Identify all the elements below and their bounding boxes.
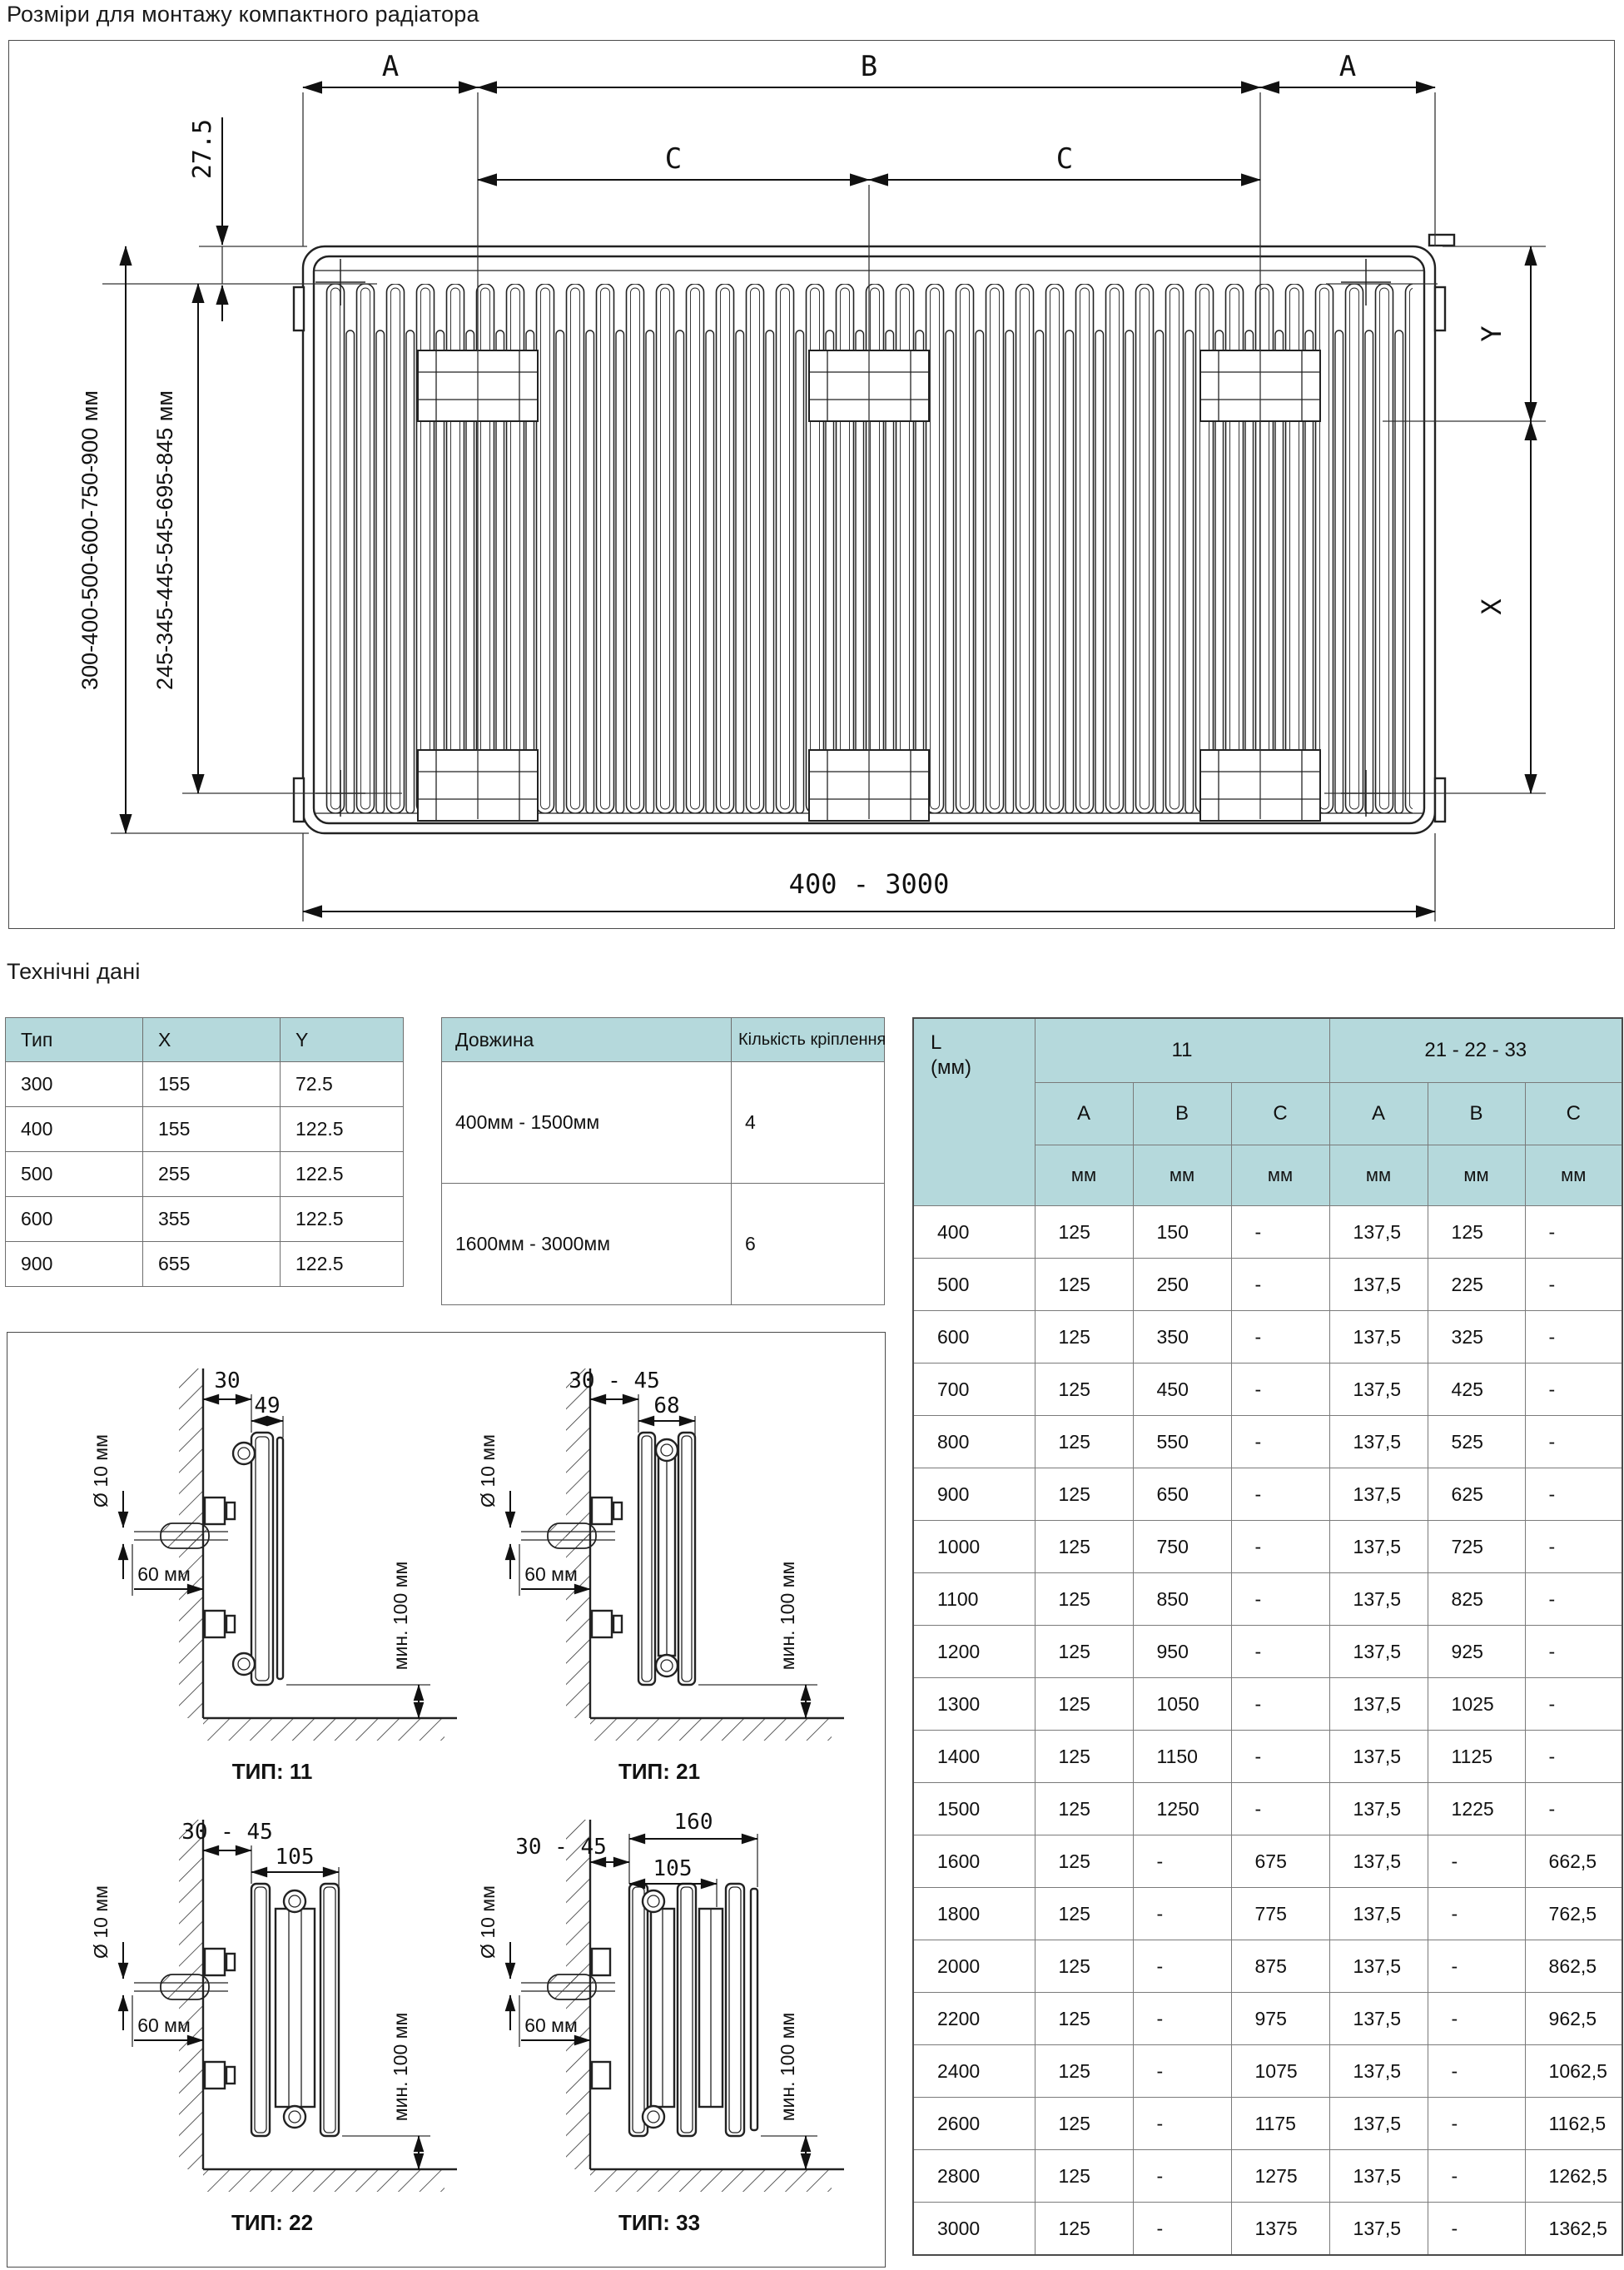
cell: - <box>1231 1363 1329 1416</box>
cell: 137,5 <box>1329 1521 1428 1573</box>
cell: 1200 <box>913 1626 1035 1678</box>
radiator-section <box>629 1884 757 2136</box>
dim-hole-offset: 60 мм <box>524 2014 578 2036</box>
cell: 700 <box>913 1363 1035 1416</box>
cell: - <box>1525 1573 1622 1626</box>
cell: - <box>1231 1521 1329 1573</box>
col-header-l <box>913 1018 1035 1206</box>
cell: - <box>1428 2203 1525 2256</box>
cell: 125 <box>1035 2045 1133 2098</box>
cell: 2800 <box>913 2150 1035 2203</box>
cell: 125 <box>1035 1940 1133 1993</box>
cell: 4 <box>732 1062 885 1184</box>
cell: - <box>1428 1888 1525 1940</box>
table-row <box>913 1940 1622 1993</box>
table-row <box>913 1521 1622 1573</box>
cell: 3000 <box>913 2203 1035 2256</box>
cell: - <box>1428 2150 1525 2203</box>
cell: - <box>1525 1783 1622 1835</box>
col-header-y: Y <box>281 1018 404 1062</box>
floor <box>203 1718 457 1741</box>
cell: 122.5 <box>281 1242 404 1287</box>
cell: 600 <box>913 1311 1035 1363</box>
dim-floor-clearance: мин. 100 мм <box>390 1561 411 1671</box>
cell: 675 <box>1231 1835 1329 1888</box>
dim-label-a-right: A <box>1338 50 1357 83</box>
dim-label-height-range: 300-400-500-600-750-900 мм <box>77 390 102 690</box>
table-row <box>913 2098 1622 2150</box>
cell: - <box>1525 1311 1622 1363</box>
unit-cell: мм <box>1329 1145 1428 1206</box>
dim-label-c-right: C <box>1055 142 1074 176</box>
cell: 600 <box>6 1197 143 1242</box>
cell: 1100 <box>913 1573 1035 1626</box>
table-row <box>913 1783 1622 1835</box>
cell: - <box>1133 2098 1231 2150</box>
dim-hole-diameter: Ø 10 мм <box>477 1434 499 1508</box>
dim-hole-offset: 60 мм <box>524 1563 578 1585</box>
type-caption: ТИП: 33 <box>618 2210 701 2235</box>
table-row <box>913 2203 1622 2256</box>
dim-depth: 49 <box>254 1393 281 1418</box>
cell: 137,5 <box>1329 1363 1428 1416</box>
cell: 137,5 <box>1329 2045 1428 2098</box>
cell: 975 <box>1231 1993 1329 2045</box>
cell: - <box>1231 1416 1329 1468</box>
header-row <box>442 1018 885 1062</box>
table-row <box>913 1573 1622 1626</box>
cell: 125 <box>1035 1521 1133 1573</box>
dim-floor-clearance: мин. 100 мм <box>777 2012 798 2122</box>
cell: 125 <box>1035 1678 1133 1731</box>
cell: 655 <box>143 1242 281 1287</box>
header-row-groups <box>913 1018 1622 1083</box>
cell: - <box>1525 1206 1622 1259</box>
dim-floor-clearance: мин. 100 мм <box>777 1561 798 1671</box>
cell: 125 <box>1035 1206 1133 1259</box>
dim-label-b: B <box>860 50 878 83</box>
cell: 137,5 <box>1329 1940 1428 1993</box>
sub-header-a2: A <box>1329 1083 1428 1145</box>
cell: 1225 <box>1428 1783 1525 1835</box>
cell: 137,5 <box>1329 1835 1428 1888</box>
cell: 137,5 <box>1329 1678 1428 1731</box>
dim-depth: 160 <box>673 1810 713 1835</box>
cell: 1600мм - 3000мм <box>442 1184 732 1305</box>
cell: 255 <box>143 1152 281 1197</box>
cell: 155 <box>143 1062 281 1107</box>
cell: 1400 <box>913 1731 1035 1783</box>
cell: 125 <box>1035 1573 1133 1626</box>
cell: - <box>1231 1468 1329 1521</box>
dim-depth: 105 <box>275 1845 315 1870</box>
dim-label-hole-span: 245-345-445-545-695-845 мм <box>152 390 177 690</box>
cell: 1075 <box>1231 2045 1329 2098</box>
sub-header-a1: A <box>1035 1083 1133 1145</box>
cell: 137,5 <box>1329 1626 1428 1678</box>
cell: 325 <box>1428 1311 1525 1363</box>
dim-label-length-range: 400 - 3000 <box>788 868 950 900</box>
cell: 725 <box>1428 1521 1525 1573</box>
mounting-diagram-type-33 <box>444 1791 873 2244</box>
cell: - <box>1231 1731 1329 1783</box>
l-label: L <box>931 1031 942 1054</box>
dim-label-y: Y <box>1476 325 1507 342</box>
cell: 1300 <box>913 1678 1035 1731</box>
cell: - <box>1133 2203 1231 2256</box>
wall-bracket <box>592 1949 610 2089</box>
cell: 825 <box>1428 1573 1525 1626</box>
table-row <box>913 1888 1622 1940</box>
type-caption: ТИП: 21 <box>618 1759 701 1784</box>
cell: 450 <box>1133 1363 1231 1416</box>
cell: 125 <box>1035 1416 1133 1468</box>
radiator-section <box>233 1433 283 1685</box>
cell: 122.5 <box>281 1152 404 1197</box>
mounting-diagram-type-22 <box>57 1791 486 2244</box>
cell: 125 <box>1035 1783 1133 1835</box>
table-row <box>913 1363 1622 1416</box>
cell: 1362,5 <box>1525 2203 1622 2256</box>
unit-cell: мм <box>1035 1145 1133 1206</box>
wall-bracket <box>592 1498 622 1637</box>
table-row <box>913 1678 1622 1731</box>
floor <box>590 2169 844 2192</box>
cell: 1500 <box>913 1783 1035 1835</box>
cell: 2600 <box>913 2098 1035 2150</box>
cell: 500 <box>6 1152 143 1197</box>
cell: - <box>1231 1206 1329 1259</box>
cell: 2000 <box>913 1940 1035 1993</box>
mount-tab <box>294 778 304 822</box>
header-row <box>6 1018 404 1062</box>
type-xy-table <box>5 1017 404 1287</box>
table-row <box>913 1311 1622 1363</box>
cell: - <box>1525 1626 1622 1678</box>
hanger-hook <box>1429 235 1454 246</box>
cell: 762,5 <box>1525 1888 1622 1940</box>
cell: 6 <box>732 1184 885 1305</box>
cell: 900 <box>6 1242 143 1287</box>
table-row <box>913 1468 1622 1521</box>
cell: 125 <box>1035 2203 1133 2256</box>
dim-depth-inner: 105 <box>653 1856 693 1881</box>
cell: - <box>1231 1311 1329 1363</box>
dim-hole-offset: 60 мм <box>137 1563 191 1585</box>
mounting-diagram-type-21 <box>444 1339 873 1793</box>
radiator-dimensions-diagram <box>8 40 1615 929</box>
cell: 125 <box>1035 1311 1133 1363</box>
cell: 425 <box>1428 1363 1525 1416</box>
cell: 500 <box>913 1259 1035 1311</box>
anchor-screw <box>521 1523 615 1548</box>
cell: 137,5 <box>1329 1731 1428 1783</box>
cell: 125 <box>1035 1259 1133 1311</box>
cell: - <box>1428 2098 1525 2150</box>
cell: - <box>1525 1363 1622 1416</box>
cell: 1262,5 <box>1525 2150 1622 2203</box>
cell: - <box>1231 1573 1329 1626</box>
cell: - <box>1525 1521 1622 1573</box>
table-row <box>913 1993 1622 2045</box>
dim-hole-diameter: Ø 10 мм <box>477 1885 499 1959</box>
cell: 125 <box>1428 1206 1525 1259</box>
cell: - <box>1133 1940 1231 1993</box>
cell: 1062,5 <box>1525 2045 1622 2098</box>
table-row <box>6 1062 404 1107</box>
cell: 137,5 <box>1329 1783 1428 1835</box>
cell: 225 <box>1428 1259 1525 1311</box>
table-row <box>913 2150 1622 2203</box>
section-title: Технічні дані <box>7 959 141 984</box>
table-row <box>913 1259 1622 1311</box>
cell: - <box>1525 1731 1622 1783</box>
cell: 137,5 <box>1329 1259 1428 1311</box>
cell: 150 <box>1133 1206 1231 1259</box>
cell: 1175 <box>1231 2098 1329 2150</box>
l-unit: (мм) <box>931 1056 971 1079</box>
type-caption: ТИП: 11 <box>231 1759 313 1784</box>
table-row <box>913 1835 1622 1888</box>
dim-wall-gap: 30 - 45 <box>569 1368 660 1393</box>
cell: - <box>1231 1626 1329 1678</box>
table-row <box>6 1107 404 1152</box>
table-row <box>6 1197 404 1242</box>
dim-floor-clearance: мин. 100 мм <box>390 2012 411 2122</box>
cell: - <box>1133 1993 1231 2045</box>
cell: 1125 <box>1428 1731 1525 1783</box>
cell: - <box>1231 1678 1329 1731</box>
type-caption: ТИП: 22 <box>231 2210 314 2235</box>
col-header-length: Довжина <box>442 1018 732 1062</box>
fastening-count-table <box>441 1017 885 1305</box>
cell: 400 <box>913 1206 1035 1259</box>
floor <box>590 1718 844 1741</box>
radiator-body <box>294 235 1454 833</box>
unit-cell: мм <box>1428 1145 1525 1206</box>
cell: 137,5 <box>1329 1888 1428 1940</box>
cell: 1162,5 <box>1525 2098 1622 2150</box>
cell: 125 <box>1035 2150 1133 2203</box>
cell: 950 <box>1133 1626 1231 1678</box>
table-row <box>913 2045 1622 2098</box>
cell: 962,5 <box>1525 1993 1622 2045</box>
cell: - <box>1133 2150 1231 2203</box>
cell: 122.5 <box>281 1197 404 1242</box>
cell: 1800 <box>913 1888 1035 1940</box>
cell: - <box>1428 2045 1525 2098</box>
cell: 137,5 <box>1329 1993 1428 2045</box>
cell: 1050 <box>1133 1678 1231 1731</box>
cell: - <box>1133 1835 1231 1888</box>
unit-cell: мм <box>1525 1145 1622 1206</box>
cell: 1025 <box>1428 1678 1525 1731</box>
radiator-section <box>638 1433 695 1685</box>
wall-bracket <box>205 1949 235 2089</box>
dim-label-a-left: A <box>381 50 400 83</box>
col-header-x: X <box>143 1018 281 1062</box>
cell: - <box>1231 1783 1329 1835</box>
cell: 137,5 <box>1329 2150 1428 2203</box>
cell: 1375 <box>1231 2203 1329 2256</box>
table-row <box>913 1626 1622 1678</box>
cell: 862,5 <box>1525 1940 1622 1993</box>
cell: - <box>1525 1416 1622 1468</box>
cell: 137,5 <box>1329 1206 1428 1259</box>
cell: - <box>1525 1468 1622 1521</box>
mounting-diagram-type-11 <box>57 1339 486 1793</box>
cell: 125 <box>1035 1363 1133 1416</box>
cell: 137,5 <box>1329 2098 1428 2150</box>
anchor-screw <box>521 1974 615 1999</box>
cell: 125 <box>1035 1626 1133 1678</box>
col-header-fastening-count: Кількість кріплення <box>732 1018 885 1062</box>
sub-header-b1: B <box>1133 1083 1231 1145</box>
mount-tab <box>1435 778 1445 822</box>
cell: - <box>1525 1678 1622 1731</box>
dim-label-x: X <box>1476 599 1507 615</box>
cell: 125 <box>1035 1468 1133 1521</box>
cell: - <box>1525 1259 1622 1311</box>
page-title: Розміри для монтажу компактного радіатора <box>7 2 479 27</box>
table-row <box>6 1152 404 1197</box>
cell: 900 <box>913 1468 1035 1521</box>
table-row <box>913 1731 1622 1783</box>
cell: 355 <box>143 1197 281 1242</box>
cell: 250 <box>1133 1259 1231 1311</box>
unit-cell: мм <box>1231 1145 1329 1206</box>
sub-header-b2: B <box>1428 1083 1525 1145</box>
col-header-type: Тип <box>6 1018 143 1062</box>
group-header-type-21-22-33: 21 - 22 - 33 <box>1329 1018 1622 1083</box>
cell: 350 <box>1133 1311 1231 1363</box>
dim-label-offset-27-5: 27.5 <box>188 118 217 180</box>
cell: 800 <box>913 1416 1035 1468</box>
cell: 550 <box>1133 1416 1231 1468</box>
cell: 2400 <box>913 2045 1035 2098</box>
mounting-dimensions-table <box>912 1017 1623 2256</box>
cell: 125 <box>1035 2098 1133 2150</box>
cell: 125 <box>1035 1993 1133 2045</box>
cell: - <box>1231 1259 1329 1311</box>
cell: 925 <box>1428 1626 1525 1678</box>
cell: 125 <box>1035 1835 1133 1888</box>
cell: 1000 <box>913 1521 1035 1573</box>
cell: 662,5 <box>1525 1835 1622 1888</box>
cell: - <box>1428 1993 1525 2045</box>
anchor-screw <box>134 1523 228 1548</box>
cell: 650 <box>1133 1468 1231 1521</box>
cell: 775 <box>1231 1888 1329 1940</box>
floor <box>203 2169 457 2192</box>
cell: 2200 <box>913 1993 1035 2045</box>
dim-hole-diameter: Ø 10 мм <box>90 1885 112 1959</box>
cell: 125 <box>1035 1731 1133 1783</box>
cell: 137,5 <box>1329 1311 1428 1363</box>
cell: 1150 <box>1133 1731 1231 1783</box>
cell: - <box>1133 2045 1231 2098</box>
cell: 1600 <box>913 1835 1035 1888</box>
cell: 137,5 <box>1329 1573 1428 1626</box>
cell: 125 <box>1035 1888 1133 1940</box>
dim-hole-offset: 60 мм <box>137 2014 191 2036</box>
radiator-section <box>251 1884 339 2136</box>
mounting-types-panel <box>7 1332 886 2268</box>
dim-wall-gap: 30 <box>214 1368 241 1393</box>
cell: - <box>1428 1940 1525 1993</box>
dim-wall-gap: 30 - 45 <box>515 1835 607 1860</box>
cell: - <box>1133 1888 1231 1940</box>
dim-depth: 68 <box>653 1393 680 1418</box>
cell: 137,5 <box>1329 2203 1428 2256</box>
cell: 122.5 <box>281 1107 404 1152</box>
mount-tab <box>294 287 304 330</box>
wall-bracket <box>205 1498 235 1637</box>
cell: 525 <box>1428 1416 1525 1468</box>
unit-cell: мм <box>1133 1145 1231 1206</box>
sub-header-c1: C <box>1231 1083 1329 1145</box>
cell: 1275 <box>1231 2150 1329 2203</box>
table-row <box>913 1206 1622 1259</box>
mount-tab <box>1435 287 1445 330</box>
table-row <box>442 1062 885 1184</box>
dim-hole-diameter: Ø 10 мм <box>90 1434 112 1508</box>
cell: 137,5 <box>1329 1416 1428 1468</box>
cell: 72.5 <box>281 1062 404 1107</box>
cell: 850 <box>1133 1573 1231 1626</box>
dim-label-c-left: C <box>664 142 683 176</box>
cell: 875 <box>1231 1940 1329 1993</box>
cell: 300 <box>6 1062 143 1107</box>
cell: 750 <box>1133 1521 1231 1573</box>
table-row <box>6 1242 404 1287</box>
sub-header-c2: C <box>1525 1083 1622 1145</box>
group-header-type-11: 11 <box>1035 1018 1329 1083</box>
table-row <box>442 1184 885 1305</box>
table-row <box>913 1416 1622 1468</box>
cell: 400 <box>6 1107 143 1152</box>
anchor-screw <box>134 1974 228 1999</box>
cell: 1250 <box>1133 1783 1231 1835</box>
cell: 400мм - 1500мм <box>442 1062 732 1184</box>
dim-wall-gap: 30 - 45 <box>181 1820 273 1845</box>
cell: 137,5 <box>1329 1468 1428 1521</box>
cell: - <box>1428 1835 1525 1888</box>
cell: 155 <box>143 1107 281 1152</box>
cell: 625 <box>1428 1468 1525 1521</box>
radiator-front-drawing <box>9 41 1612 926</box>
